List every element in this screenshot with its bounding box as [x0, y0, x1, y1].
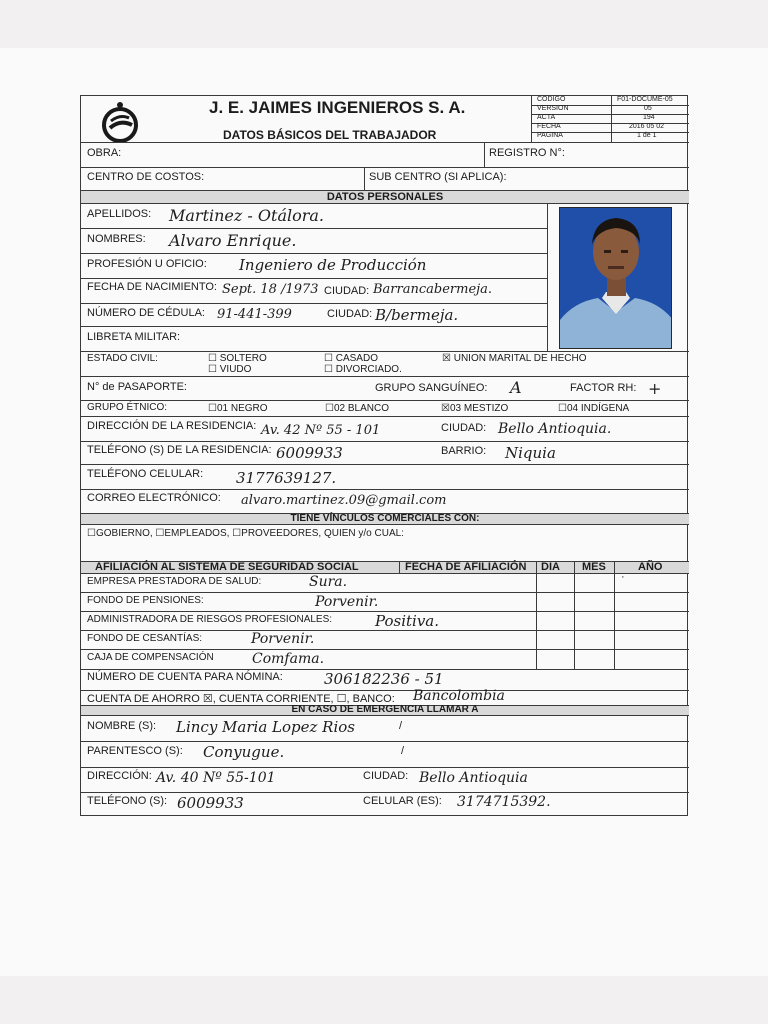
etnico-mestizo-checkbox[interactable]: ☒03 MESTIZO	[441, 403, 509, 414]
ciudad-res-label: CIUDAD:	[441, 422, 487, 434]
obra-label: OBRA:	[87, 147, 122, 159]
company-logo-icon	[98, 99, 144, 143]
employee-photo	[559, 207, 672, 349]
registro-label: REGISTRO N°:	[489, 147, 565, 159]
estado-civil-label: ESTADO CIVIL:	[87, 353, 158, 364]
ciudad-res-value[interactable]: Bello Antioquia.	[498, 421, 612, 437]
cedula-value[interactable]: 91-441-399	[217, 307, 292, 322]
factor-rh-value[interactable]: +	[648, 379, 662, 398]
cesantias-value[interactable]: Porvenir.	[251, 631, 315, 647]
direccion-label: DIRECCIÓN DE LA RESIDENCIA:	[87, 420, 257, 432]
caja-compensacion-value[interactable]: Comfama.	[252, 651, 325, 667]
grupo-etnico-label: GRUPO ÉTNICO:	[87, 402, 168, 413]
ciudad-ced-label: CIUDAD:	[327, 308, 373, 320]
emergencia-ciudad-value[interactable]: Bello Antioquia	[419, 770, 528, 786]
emergencia-direccion-label: DIRECCIÓN:	[87, 770, 152, 782]
celular-label: TELÉFONO CELULAR:	[87, 468, 204, 480]
correo-value[interactable]: alvaro.martinez.09@gmail.com	[241, 493, 447, 508]
vinculos-section-title: TIENE VÍNCULOS COMERCIALES CON:	[290, 513, 480, 524]
cesantias-label: FONDO DE CESANTÍAS:	[87, 633, 203, 644]
arp-label: ADMINISTRADORA DE RIESGOS PROFESIONALES:	[87, 614, 333, 625]
meta-value: F01-DOCUME-05	[617, 96, 673, 103]
meta-value: 194	[643, 114, 655, 121]
ciudad-ced-value[interactable]: B/bermeja.	[375, 306, 459, 324]
emergencia-telefono-value[interactable]: 6009933	[177, 794, 244, 812]
telefono-residencia-label: TELÉFONO (S) DE LA RESIDENCIA:	[87, 444, 272, 456]
soltero-checkbox[interactable]: ☐ SOLTERO	[208, 353, 267, 364]
employee-data-form	[80, 95, 688, 816]
apellidos-label: APELLIDOS:	[87, 208, 152, 220]
ano-header: AÑO	[638, 561, 663, 573]
meta-value: 05	[644, 105, 652, 112]
portrait-image	[560, 208, 672, 349]
slash-mark: /	[399, 720, 403, 732]
form-title: DATOS BÁSICOS DEL TRABAJADOR	[223, 128, 437, 142]
union-marital-checkbox[interactable]: ☒ UNION MARITAL DE HECHO	[442, 353, 587, 364]
emergencia-section-title: EN CASO DE EMERGENCIA LLAMAR A	[291, 704, 479, 715]
eps-label: EMPRESA PRESTADORA DE SALUD:	[87, 576, 262, 587]
etnico-blanco-checkbox[interactable]: ☐02 BLANCO	[325, 403, 389, 414]
cuenta-tipo-label: CUENTA DE AHORRO ☒, CUENTA CORRIENTE, ☐, BANCO:	[87, 693, 395, 705]
profesion-value[interactable]: Ingeniero de Producción	[239, 256, 427, 274]
centro-costos-label: CENTRO DE COSTOS:	[87, 171, 205, 183]
etnico-negro-checkbox[interactable]: ☐01 NEGRO	[208, 403, 268, 414]
nombres-label: NOMBRES:	[87, 233, 146, 245]
pasaporte-label: N° de PASAPORTE:	[87, 381, 187, 393]
parentesco-label: PARENTESCO (S):	[87, 745, 183, 757]
profesion-label: PROFESIÓN U OFICIO:	[87, 258, 207, 270]
emergencia-direccion-value[interactable]: Av. 40 Nº 55-101	[156, 770, 276, 786]
slash-mark: /	[401, 745, 405, 757]
emergencia-nombre-value[interactable]: Lincy Maria Lopez Rios	[176, 718, 356, 736]
nacimiento-label: FECHA DE NACIMIENTO:	[87, 281, 217, 293]
celular-value[interactable]: 3177639127.	[236, 469, 337, 487]
factor-rh-label: FACTOR RH:	[570, 382, 637, 394]
pensiones-label: FONDO DE PENSIONES:	[87, 595, 204, 606]
meta-label: VERSION	[537, 105, 569, 112]
emergencia-celular-value[interactable]: 3174715392.	[457, 794, 551, 810]
pensiones-value[interactable]: Porvenir.	[315, 594, 379, 610]
fecha-afiliacion-title: FECHA DE AFILIACIÓN	[405, 561, 527, 573]
etnico-indigena-checkbox[interactable]: ☐04 INDÍGENA	[558, 403, 630, 414]
meta-value: 2016 05 02	[629, 123, 665, 130]
grupo-sanguineo-label: GRUPO SANGUÍNEO:	[375, 382, 488, 394]
mes-header: MES	[582, 561, 606, 573]
divorciado-checkbox[interactable]: ☐ DIVORCIADO.	[324, 364, 402, 375]
emergencia-telefono-label: TELÉFONO (S):	[87, 795, 168, 807]
subcentro-label: SUB CENTRO (SI APLICA):	[369, 171, 507, 183]
vinculos-options[interactable]: ☐GOBIERNO, ☐EMPLEADOS, ☐PROVEEDORES, QUIEN y/o CUAL:	[87, 528, 404, 539]
meta-value: 1 de 1	[637, 132, 657, 139]
ciudad-nac-value[interactable]: Barrancabermeja.	[373, 282, 493, 297]
meta-label: PAGINA	[537, 132, 563, 139]
emergencia-nombre-label: NOMBRE (S):	[87, 720, 157, 732]
correo-label: CORREO ELECTRÓNICO:	[87, 492, 221, 504]
cuenta-nomina-label: NÚMERO DE CUENTA PARA NÓMINA:	[87, 671, 283, 683]
caja-compensacion-label: CAJA DE COMPENSACIÓN	[87, 652, 214, 663]
parentesco-value[interactable]: Conyugue.	[203, 743, 285, 761]
meta-label: FECHA	[537, 123, 561, 130]
barrio-label: BARRIO:	[441, 445, 487, 457]
arp-value[interactable]: Positiva.	[375, 612, 440, 630]
banco-value[interactable]: Bancolombia	[413, 688, 505, 704]
cuenta-nomina-value[interactable]: 306182236 - 51	[324, 670, 444, 688]
direccion-value[interactable]: Av. 42 Nº 55 - 101	[261, 423, 381, 438]
viudo-checkbox[interactable]: ☐ VIUDO	[208, 364, 252, 375]
personal-section-title: DATOS PERSONALES	[326, 191, 444, 203]
telefono-residencia-value[interactable]: 6009933	[276, 444, 343, 462]
nacimiento-value[interactable]: Sept. 18 /1973	[222, 282, 319, 297]
emergencia-celular-label: CELULAR (ES):	[363, 795, 442, 807]
company-name: J. E. JAIMES INGENIEROS S. A.	[209, 98, 466, 117]
nombres-value[interactable]: Alvaro Enrique.	[169, 231, 297, 250]
ano-mark: ·	[621, 571, 625, 583]
emergencia-ciudad-label: CIUDAD:	[363, 770, 409, 782]
meta-label: ACTA	[537, 114, 556, 121]
grupo-sanguineo-value[interactable]: A	[510, 378, 522, 397]
apellidos-value[interactable]: Martinez - Otálora.	[169, 206, 325, 225]
eps-value[interactable]: Sura.	[309, 574, 348, 590]
barrio-value[interactable]: Niquia	[505, 444, 556, 462]
ciudad-nac-label: CIUDAD:	[324, 285, 370, 297]
libreta-label: LIBRETA MILITAR:	[87, 331, 181, 343]
casado-checkbox[interactable]: ☐ CASADO	[324, 353, 378, 364]
cedula-label: NÚMERO DE CÉDULA:	[87, 307, 205, 319]
dia-header: DIA	[541, 561, 560, 573]
seguridad-section-title: AFILIACIÓN AL SISTEMA DE SEGURIDAD SOCIAL	[95, 561, 359, 573]
meta-label: CODIGO	[537, 96, 566, 103]
